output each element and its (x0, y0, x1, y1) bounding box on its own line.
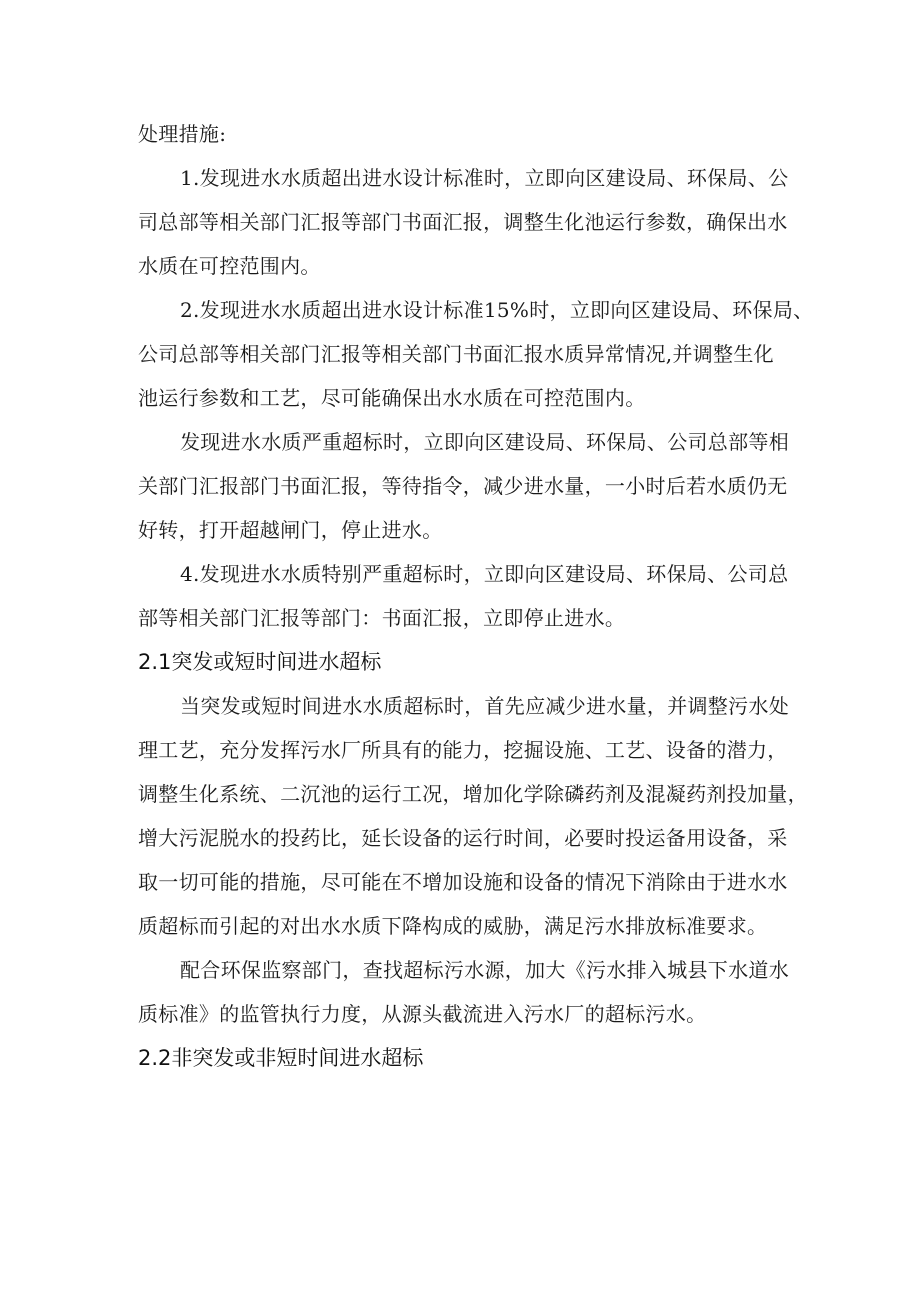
paragraph-line: 增大污泥脱水的投药比，延长设备的运行时间，必要时投运备用设备，采 (138, 826, 788, 850)
paragraph-line: 理工艺，充分发挥污水厂所具有的能力，挖掘设施、工艺、设备的潜力， (138, 738, 788, 762)
paragraph-line: 当突发或短时间进水水质超标时，首先应减少进水量，并调整污水处 (180, 694, 789, 718)
section-2-1-paragraph-1 (138, 684, 808, 948)
measure-2 (138, 288, 814, 420)
paragraph-line: 取一切可能的措施，尽可能在不增加设施和设备的情况下消除由于进水水 (138, 870, 788, 894)
measure-3-line-3: 好转，打开超越闸门，停止进水。 (138, 518, 443, 542)
paragraph-line: 质标准》的监管执行力度，从源头截流进入污水厂的超标污水。 (138, 1002, 707, 1026)
intro-label: 处理措施: (138, 122, 227, 146)
measure-1-line-3: 水质在可控范围内。 (138, 254, 321, 278)
paragraph-line: 质超标而引起的对出水水质下降构成的威胁，满足污水排放标准要求。 (138, 914, 768, 938)
paragraph-line: 调整生化系统、二沉池的运行工况，增加化学除磷药剂及混凝药剂投加量， (138, 782, 808, 806)
document-body (138, 112, 814, 1080)
measure-2-line-2: 公司总部等相关部门汇报等相关部门书面汇报水质异常情况,并调整生化 (138, 342, 774, 366)
section-heading-2-1: 2.1突发或短时间进水超标 (138, 650, 382, 674)
measure-4-line-2: 部等相关部门汇报等部门：书面汇报，立即停止进水。 (138, 606, 626, 630)
measure-4 (138, 552, 798, 640)
measure-1-line-2: 司总部等相关部门汇报等部门书面汇报，调整生化池运行参数，确保出水 (138, 210, 788, 234)
measure-2-line-1: 2.发现进水水质超出进水设计标准15%时，立即向区建设局、环保局、 (180, 298, 814, 322)
measure-1-line-1: 1.发现进水水质超出进水设计标准时，立即向区建设局、环保局、公 (180, 166, 789, 190)
measure-3 (138, 420, 798, 552)
measure-1 (138, 156, 798, 288)
measure-3-line-1: 发现进水水质严重超标时，立即向区建设局、环保局、公司总部等相 (180, 430, 789, 454)
section-2-1-paragraph-2 (138, 948, 798, 1036)
paragraph-line: 配合环保监察部门，查找超标污水源，加大《污水排入城县下水道水 (180, 958, 789, 982)
measure-4-line-1: 4.发现进水水质特别严重超标时，立即向区建设局、环保局、公司总 (180, 562, 789, 586)
measure-2-line-3: 池运行参数和工艺，尽可能确保出水水质在可控范围内。 (138, 386, 646, 410)
measure-3-line-2: 关部门汇报部门书面汇报，等待指令，减少进水量，一小时后若水质仍无 (138, 474, 788, 498)
section-heading-2-2: 2.2非突发或非短时间进水超标 (138, 1046, 424, 1070)
